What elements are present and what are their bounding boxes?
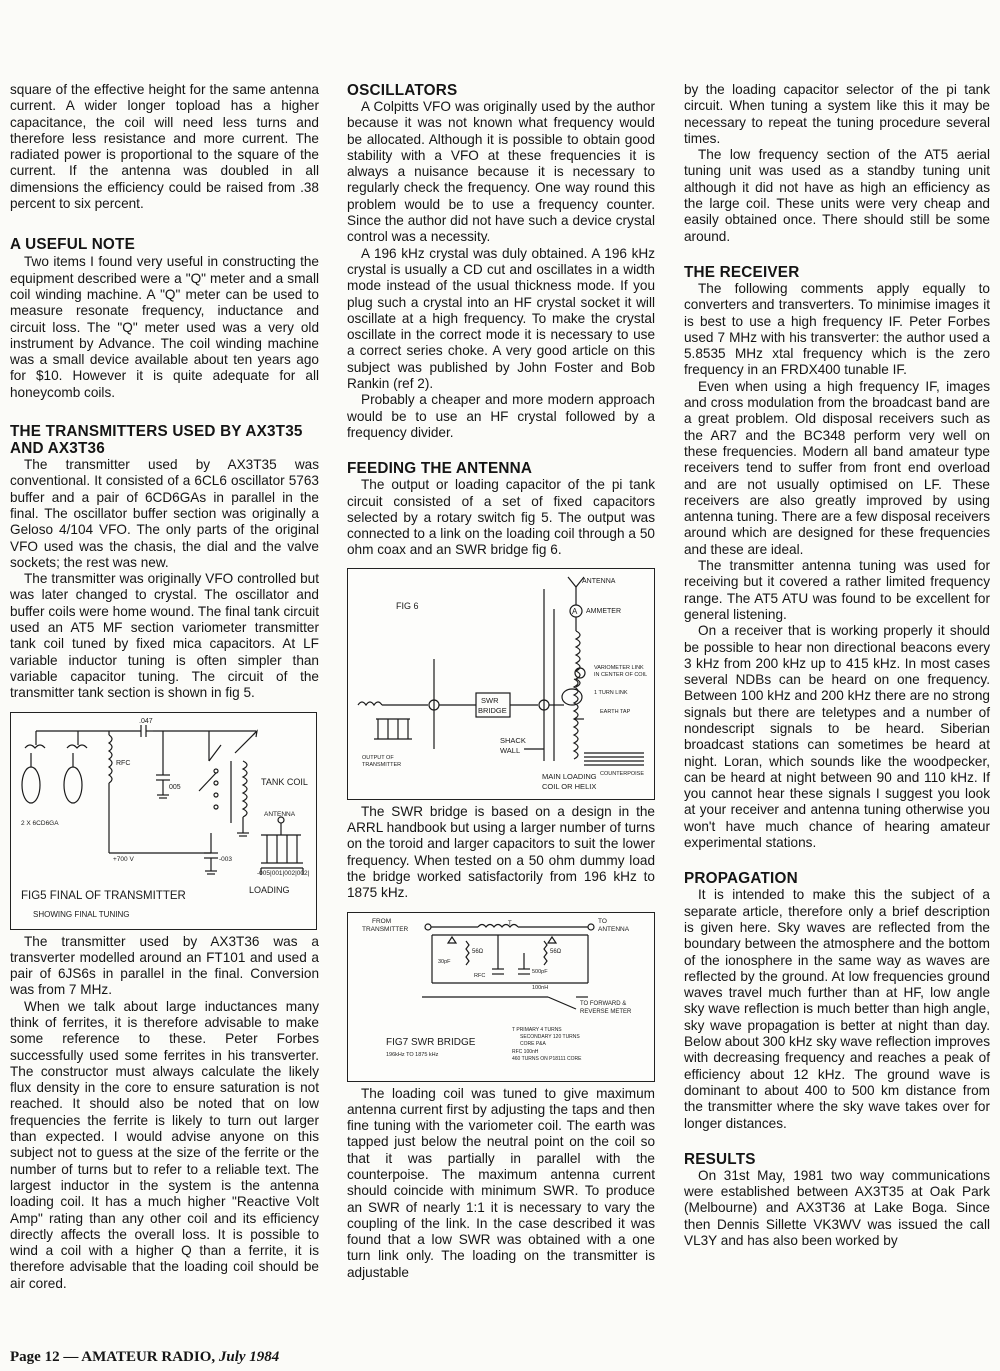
fig7-note-4: RFC 100nH	[512, 1048, 539, 1055]
heading-oscillators: OSCILLATORS	[347, 82, 458, 99]
fig7-note-2: SECONDARY 120 TURNS	[520, 1033, 580, 1040]
fig7-schematic	[348, 913, 654, 1081]
fig6-ammeter-symbol: A	[572, 606, 578, 616]
figure-5	[10, 712, 317, 930]
fig7-label-r1: 56Ω	[472, 948, 484, 955]
paragraph-ferrite: When we talk about large inductances many think of ferrites, it is therefore advisable to make some reference to these. Peter Forbes successfully used some ferrites in his transverter. The constructor must always calculate the likely flux density in the core to ensure saturation is not reached. It should also be noted that on low frequencies the ferrite is likely to turn out larger than expected. I would advise anyone on this subject not to guess at the size of the ferrite or the number of turns but to refer to a reliable text. The largest inductor in the system is the antenna loading coil. It has a much higher "Reactive Volt Amp" rating than any other coil and its efficiency directly affects the overall loss. It is possible to wind a coil with a higher Q than a ferrite, it is therefore advisable that the loading coil should be air cored.	[10, 998, 319, 1291]
heading-transmitters: THE TRANSMITTERS USED BY AX3T35 AND AX3T36	[10, 423, 303, 458]
paragraph-feed: The output or loading capacitor of the pi tank circuit consisted of a set of fixed capacitors selected by a rotary switch fig 5. The output was connected to a link on the loading coil through a 50 ohm coax and an SWR bridge fig 6.	[347, 477, 655, 558]
paragraph-results: On 31st May, 1981 two way communications were established between AX3T35 at Oak Park (Melbourne) and AX3T36 at Lake Boga. Since then Dennis Sillette VK3WV was issued the call VL3Y and has also been worked by	[684, 1167, 990, 1248]
fig7-note-3: CORE P&A	[520, 1040, 546, 1047]
paragraph-propagation: It is intended to make this the subject of a separate article, therefore only a brief description is given here. Sky waves are reflected from the boundary between the atmosphere and the bottom of the ionosphere in the same way as waves are reflected by the ground. At low frequencies ground waves travel much further than at HF, low angle sky wave reflection is much better than high angle, sky wave propagation is better at night than day. Below about 300 kHz sky wave reflection improves with decreasing frequency and reaches a peak of efficiency about 12 kHz. The ground wave is dominant to about 400 to 500 km distance from the transmitter where the sky wave takes over for longer distances.	[684, 887, 990, 1131]
figure-6	[347, 568, 655, 800]
paragraph-osc-2: A 196 kHz crystal was duly obtained. A 196 kHz crystal is usually a CD cut and oscillates in a width mode instead of the usual thickness mode. If you plug such a crystal into an HF crystal socket it will oscillate at a high frequency. To make the crystal oscillate in the correct mode it is necessary to use a correct series choke. A very good article on this subject was published by John Foster and Bob Rankin (ref 2).	[347, 245, 655, 392]
fig6-label-turn-link: 1 TURN LINK	[594, 689, 628, 696]
paragraph-swr: The SWR bridge is based on a design in the ARRL handbook but using a larger number of turns on the toroid and larger capacitors to suit the lower frequency. When tested on a 50 ohm dummy load the bridge worked satisfactorily from 196 kHz to 1875 kHz.	[347, 803, 655, 901]
column-3	[684, 82, 990, 1249]
paragraph-osc-3: Probably a cheaper and more modern approach would be to use an HF crystal followed by a frequency divider.	[347, 392, 655, 440]
fig7-label-rfc: RFC	[474, 972, 486, 979]
fig7-label-antenna: ANTENNA	[598, 925, 630, 933]
footer-issue: July 1984	[218, 1349, 280, 1365]
fig6-label-variometer-1: VARIOMETER LINK	[594, 664, 644, 671]
paragraph-tx-2: The transmitter was originally VFO controlled but was later changed to crystal. The oscillator and buffer coils were home wound. The final tank circuit used an AT5 MF section variometer transmitter tank coil tuned by fixed mica capacitors. At LF variable inductor tuning is often simpler than variable capacitor tuning. The circuit of the transmitter tank section is shown in fig 5.	[10, 571, 319, 701]
paragraph-tx-1: The transmitter used by AX3T35 was conventional. It consisted of a 6CL6 oscillator 5763 buffer and a pair of 6CD6GAs in parallel in the final. The oscillator buffer section was originally a Geloso 4/104 VFO. The only parts of the original VFO used was the chasis, the dial and the valve sockets; the rest was new.	[10, 457, 319, 570]
fig7-label-forward: TO FORWARD &	[580, 1000, 627, 1007]
fig7-subtitle: 196kHz TO 1875 kHz	[386, 1051, 439, 1058]
paragraph-continued: square of the effective height for the same antenna current. A wider longer topload has a higher capacitance, the coil will need less turns and therefore less resistance and more current. The radiated power is proportional to the square of the current. If the antenna was doubled in all dimensions the efficiency could be raised from .38 percent to six percent.	[10, 82, 319, 212]
heading-results: RESULTS	[684, 1150, 756, 1168]
fig6-label-coil-helix: COIL OR HELIX	[542, 781, 597, 791]
fig7-note-5: 460 TURNS ON P18111 CORE	[512, 1055, 582, 1062]
column-1	[10, 82, 319, 1292]
paragraph-useful-note: Two items I found very useful in constructing the equipment described were a "Q" meter and a small coil winding machine. A "Q" meter can be used to measure resonate frequency, inductance and circuit loss. The "Q" meter used was a very old instrument by Advance. The coil winding machine was a small device available about ten years ago for $10. However it is quite adequate for all honeycomb coils.	[10, 254, 319, 400]
fig6-label-counterpoise: COUNTERPOISE	[600, 770, 645, 777]
fig7-note-1: T PRIMARY 4 TURNS	[512, 1026, 562, 1033]
paragraph-at5: The low frequency section of the AT5 aerial tuning unit was used as a standby tuning unit although it did not have as high an efficiency as the large coil. These units were very cheap and easily obtained once. There should still be some around.	[684, 147, 990, 244]
fig6-schematic	[348, 569, 654, 799]
paragraph-loading: The loading coil was tuned to give maximum antenna current first by adjusting the taps and then fine tuning with the variometer coil. The earth was tapped just below the neutral point on the coil so that it was partially in parallel with the counterpoise. The maximum antenna current should coincide with minimum SWR. To produce an SWR of nearly 1:1 it is necessary to vary the coupling of the link. In the case described it was found that a low SWR was obtained with a one turn link only. The loading on the transmitter is adjustable	[347, 1085, 655, 1280]
paragraph-tx-3: The transmitter used by AX3T36 was a transverter modelled around an FT101 and used a pair of 6JS6s in parallel in the final. Conversion was from 7 MHz.	[10, 933, 319, 998]
fig6-label-antenna: ANTENNA	[582, 577, 616, 585]
fig5-label-c005: 005	[169, 783, 181, 791]
fig6-label-variometer-2: IN CENTER OF COIL	[594, 671, 648, 678]
fig5-label-c003: -003	[219, 855, 233, 863]
fig7-label-reverse: REVERSE METER	[580, 1008, 632, 1015]
fig5-label-tubes: 2 X 6CD6GA	[21, 819, 59, 827]
fig5-subtitle: SHOWING FINAL TUNING	[33, 909, 130, 919]
page-footer	[10, 1349, 279, 1366]
fig7-label-t: T	[508, 920, 512, 927]
heading-useful-note: A USEFUL NOTE	[10, 236, 135, 254]
fig7-label-transmitter: TRANSMITTER	[362, 925, 409, 933]
fig7-label-c500: 500pF	[532, 968, 548, 975]
fig5-label-antenna: ANTENNA	[264, 810, 296, 818]
fig5-label-tank-coil: TANK COIL	[261, 776, 308, 787]
fig7-label-from: FROM	[372, 917, 392, 925]
fig5-label-loading: LOADING	[249, 884, 290, 895]
paragraph-continued-3: by the loading capacitor selector of the pi tank circuit. When tuning a system like this it may be necessary to repeat the tuning procedure several times.	[684, 82, 990, 146]
fig7-label-c30: 30pF	[438, 958, 451, 965]
fig6-label-main-loading: MAIN LOADING	[542, 771, 597, 781]
fig5-title: FIG5 FINAL OF TRANSMITTER	[21, 889, 186, 902]
heading-propagation: PROPAGATION	[684, 870, 798, 888]
fig5-label-c047: .047	[139, 717, 153, 725]
fig6-label-output-1: OUTPUT OF	[362, 754, 394, 761]
fig7-label-r2: 56Ω	[550, 948, 562, 955]
fig6-label-bridge: BRIDGE	[478, 705, 507, 715]
fig5-label-hv: +700 V	[113, 855, 134, 863]
fig7-label-c100: 100nH	[532, 984, 549, 991]
fig6-label-wall: WALL	[500, 745, 521, 755]
footer-page: Page 12 — AMATEUR RADIO,	[10, 1349, 216, 1365]
column-2	[347, 82, 655, 1281]
paragraph-rx-2: Even when using a high frequency IF, images and cross modulation from the broadcast band are a great problem. Old disposal receivers such as the AR7 and the BC348 perform very well on these frequencies. Modern all band amateur type receivers tend to suffer from front end overload and are not usually optimised on LF. These receivers are also greatly improved by using antenna tuning. There are a few disposal receivers around which are designed for these frequencies and these are ideal.	[684, 378, 990, 557]
fig7-title: FIG7 SWR BRIDGE	[386, 1036, 476, 1048]
paragraph-rx-3: The transmitter antenna tuning was used for receiving but it covered a rather limited frequency range. The AT5 ATU was found to be excellent for general listening.	[684, 558, 990, 622]
figure-7	[347, 912, 655, 1082]
fig6-label-shack: SHACK	[500, 735, 526, 745]
paragraph-rx-1: The following comments apply equally to converters and transverters. To minimise images it is best to use a high frequency IF. Peter Forbes used 7 MHz with his transverter: the author used a 5.8535 MHz xtal frequency which is the zero frequency in an FRDX400 tunable IF.	[684, 280, 990, 378]
fig6-label-ammeter: AMMETER	[586, 607, 621, 615]
fig6-label-output-2: TRANSMITTER	[362, 761, 402, 768]
fig5-label-caps: -005|001|002|002|	[257, 869, 310, 877]
fig6-label-swr: SWR	[481, 695, 499, 705]
fig7-label-to: TO	[598, 917, 607, 925]
fig6-label-earth-tap: EARTH TAP	[600, 708, 631, 715]
fig5-label-rfc: RFC	[116, 759, 131, 767]
paragraph-osc-1: A Colpitts VFO was originally used by the author because it was not known what frequency would be allocated. Although it is possible to obtain good stability with a VFO at these frequencies it is always a nuisance because it is necessary to regularly check the frequency. One way round this problem would be to use a frequency counter. Since the author did not have such a device crystal control was a necessity.	[347, 99, 655, 245]
fig5-schematic	[11, 713, 316, 929]
heading-feeding-antenna: FEEDING THE ANTENNA	[347, 460, 533, 478]
fig6-title: FIG 6	[396, 600, 419, 611]
heading-receiver: THE RECEIVER	[684, 263, 800, 281]
paragraph-rx-4: On a receiver that is working properly it should be possible to hear non directional beacons every 3 kHz from 200 kHz up to 415 kHz. In most cases several NDBs can be heard on one frequency. Between 100 kHz and 200 kHz there are no strong signals but there are teletypes and a number of nondescript signals to be heard. Siberian broadcast stations can sometimes be heard at night. Loran, which sounds like the woodpecker, can be heard at night between 90 and 110 kHz. If you cannot hear these signals I suggest you look at your receiver and antenna tuning otherwise you won't have much chance of hearing amateur experimental stations.	[684, 623, 990, 851]
